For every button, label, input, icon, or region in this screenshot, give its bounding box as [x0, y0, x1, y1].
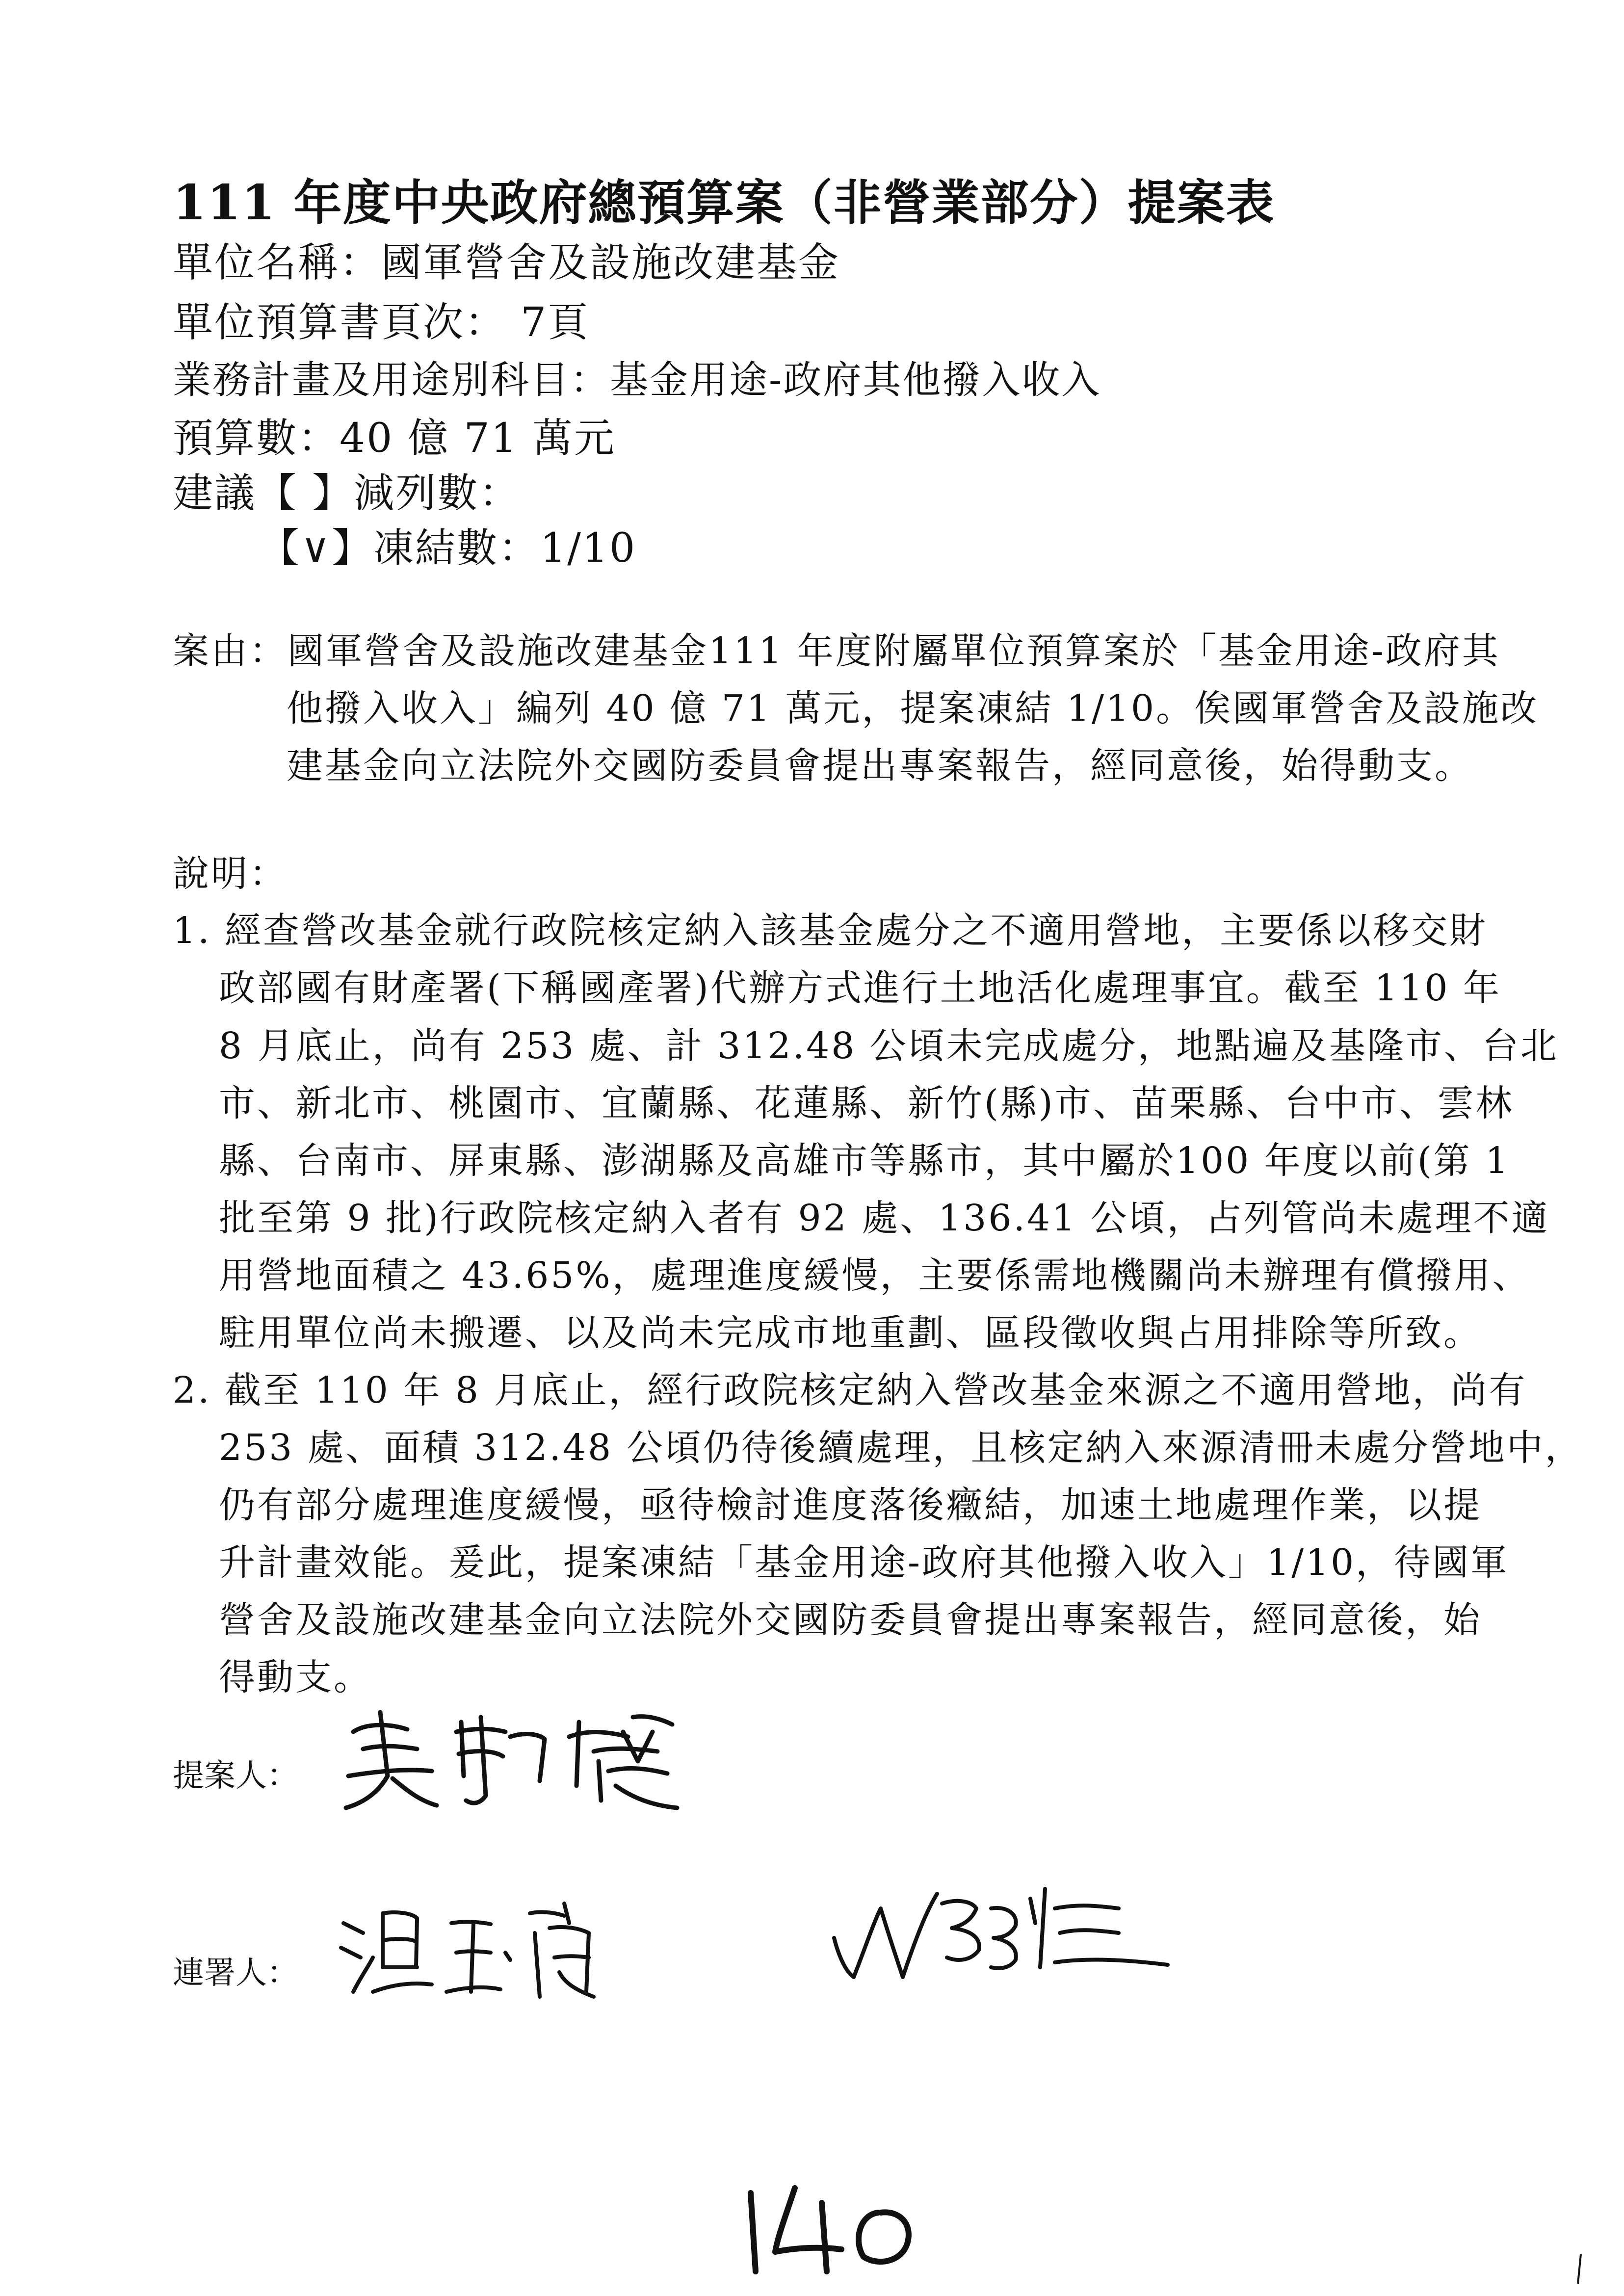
budget-subject: 業務計畫及用途別科目：基金用途-政府其他撥入收入 — [173, 358, 1101, 402]
margin-mark — [1575, 2252, 1585, 2286]
explanation-line: 駐用單位尚未搬遷、以及尚未完成市地重劃、區段徵收與占用排除等所致。 — [219, 1312, 1482, 1354]
reason-line: 案由：國軍營舍及設施改建基金111 年度附屬單位預算案於「基金用途-政府其 — [173, 630, 1500, 672]
cosigner-signature-2 — [824, 1879, 1197, 1987]
explanation-line: 營舍及設施改建基金向立法院外交國防委員會提出專案報告，經同意後，始 — [219, 1599, 1482, 1641]
explanation-line: 縣、台南市、屏東縣、澎湖縣及高雄市等縣市，其中屬於100 年度以前(第 1 — [219, 1140, 1511, 1182]
explanation-line: 1. 經查營改基金就行政院核定納入該基金處分之不適用營地，主要係以移交財 — [173, 910, 1488, 952]
explanation-line: 253 處、面積 312.48 公頃仍待後續處理，且核定納入來源清冊未處分營地中， — [219, 1427, 1583, 1469]
explanation-line: 用營地面積之 43.65%，處理進度緩慢，主要係需地機關尚未辦理有償撥用、 — [219, 1254, 1531, 1297]
explanation-line: 政部國有財產署(下稱國產署)代辦方式進行土地活化處理事宜。截至 110 年 — [219, 967, 1502, 1009]
unit-name: 單位名稱：國軍營舍及設施改建基金 — [173, 239, 840, 286]
page-title: 111 年度中央政府總預算案（非營業部分）提案表 — [173, 175, 1275, 231]
explanation-line: 批至第 9 批)行政院核定納入者有 92 處、136.41 公頃，占列管尚未處理不適 — [219, 1197, 1550, 1239]
explanation-line: 升計畫效能。爰此，提案凍結「基金用途-政府其他撥入收入」1/10，待國軍 — [219, 1541, 1509, 1584]
reason-line: 他撥入收入」編列 40 億 71 萬元，提案凍結 1/10。俟國軍營舍及設施改 — [287, 687, 1539, 730]
proposer-signature — [334, 1702, 707, 1815]
reason-line: 建基金向立法院外交國防委員會提出專案報告，經同意後，始得動支。 — [287, 745, 1473, 787]
explanation-line: 得動支。 — [219, 1656, 372, 1698]
page-reference: 單位預算書頁次： 7頁 — [173, 299, 590, 346]
explanation-line: 2. 截至 110 年 8 月底止，經行政院核定納入營改基金來源之不適用營地，尚有 — [173, 1369, 1527, 1411]
cosigner-signature-1 — [334, 1894, 608, 2011]
cosigner-label: 連署人： — [173, 1955, 298, 1991]
explanation-line: 8 月底止，尚有 253 處、計 312.48 公頃未完成處分，地點遍及基隆市、台北 — [219, 1025, 1559, 1067]
explanation-heading: 說明： — [173, 853, 288, 895]
suggest-freeze: 【∨】凍結數：1/10 — [259, 525, 637, 572]
page-number — [736, 2173, 932, 2276]
explanation-line: 市、新北市、桃園市、宜蘭縣、花蓮縣、新竹(縣)市、苗栗縣、台中市、雲林 — [219, 1082, 1514, 1124]
page-number-text: 140 — [736, 2173, 737, 2174]
proposer-label: 提案人： — [173, 1758, 298, 1794]
suggest-cut: 建議【 】減列數： — [173, 470, 521, 517]
budget-amount: 預算數：40 億 71 萬元 — [173, 415, 616, 462]
explanation-line: 仍有部分處理進度緩慢，亟待檢討進度落後癥結，加速土地處理作業，以提 — [219, 1484, 1482, 1526]
